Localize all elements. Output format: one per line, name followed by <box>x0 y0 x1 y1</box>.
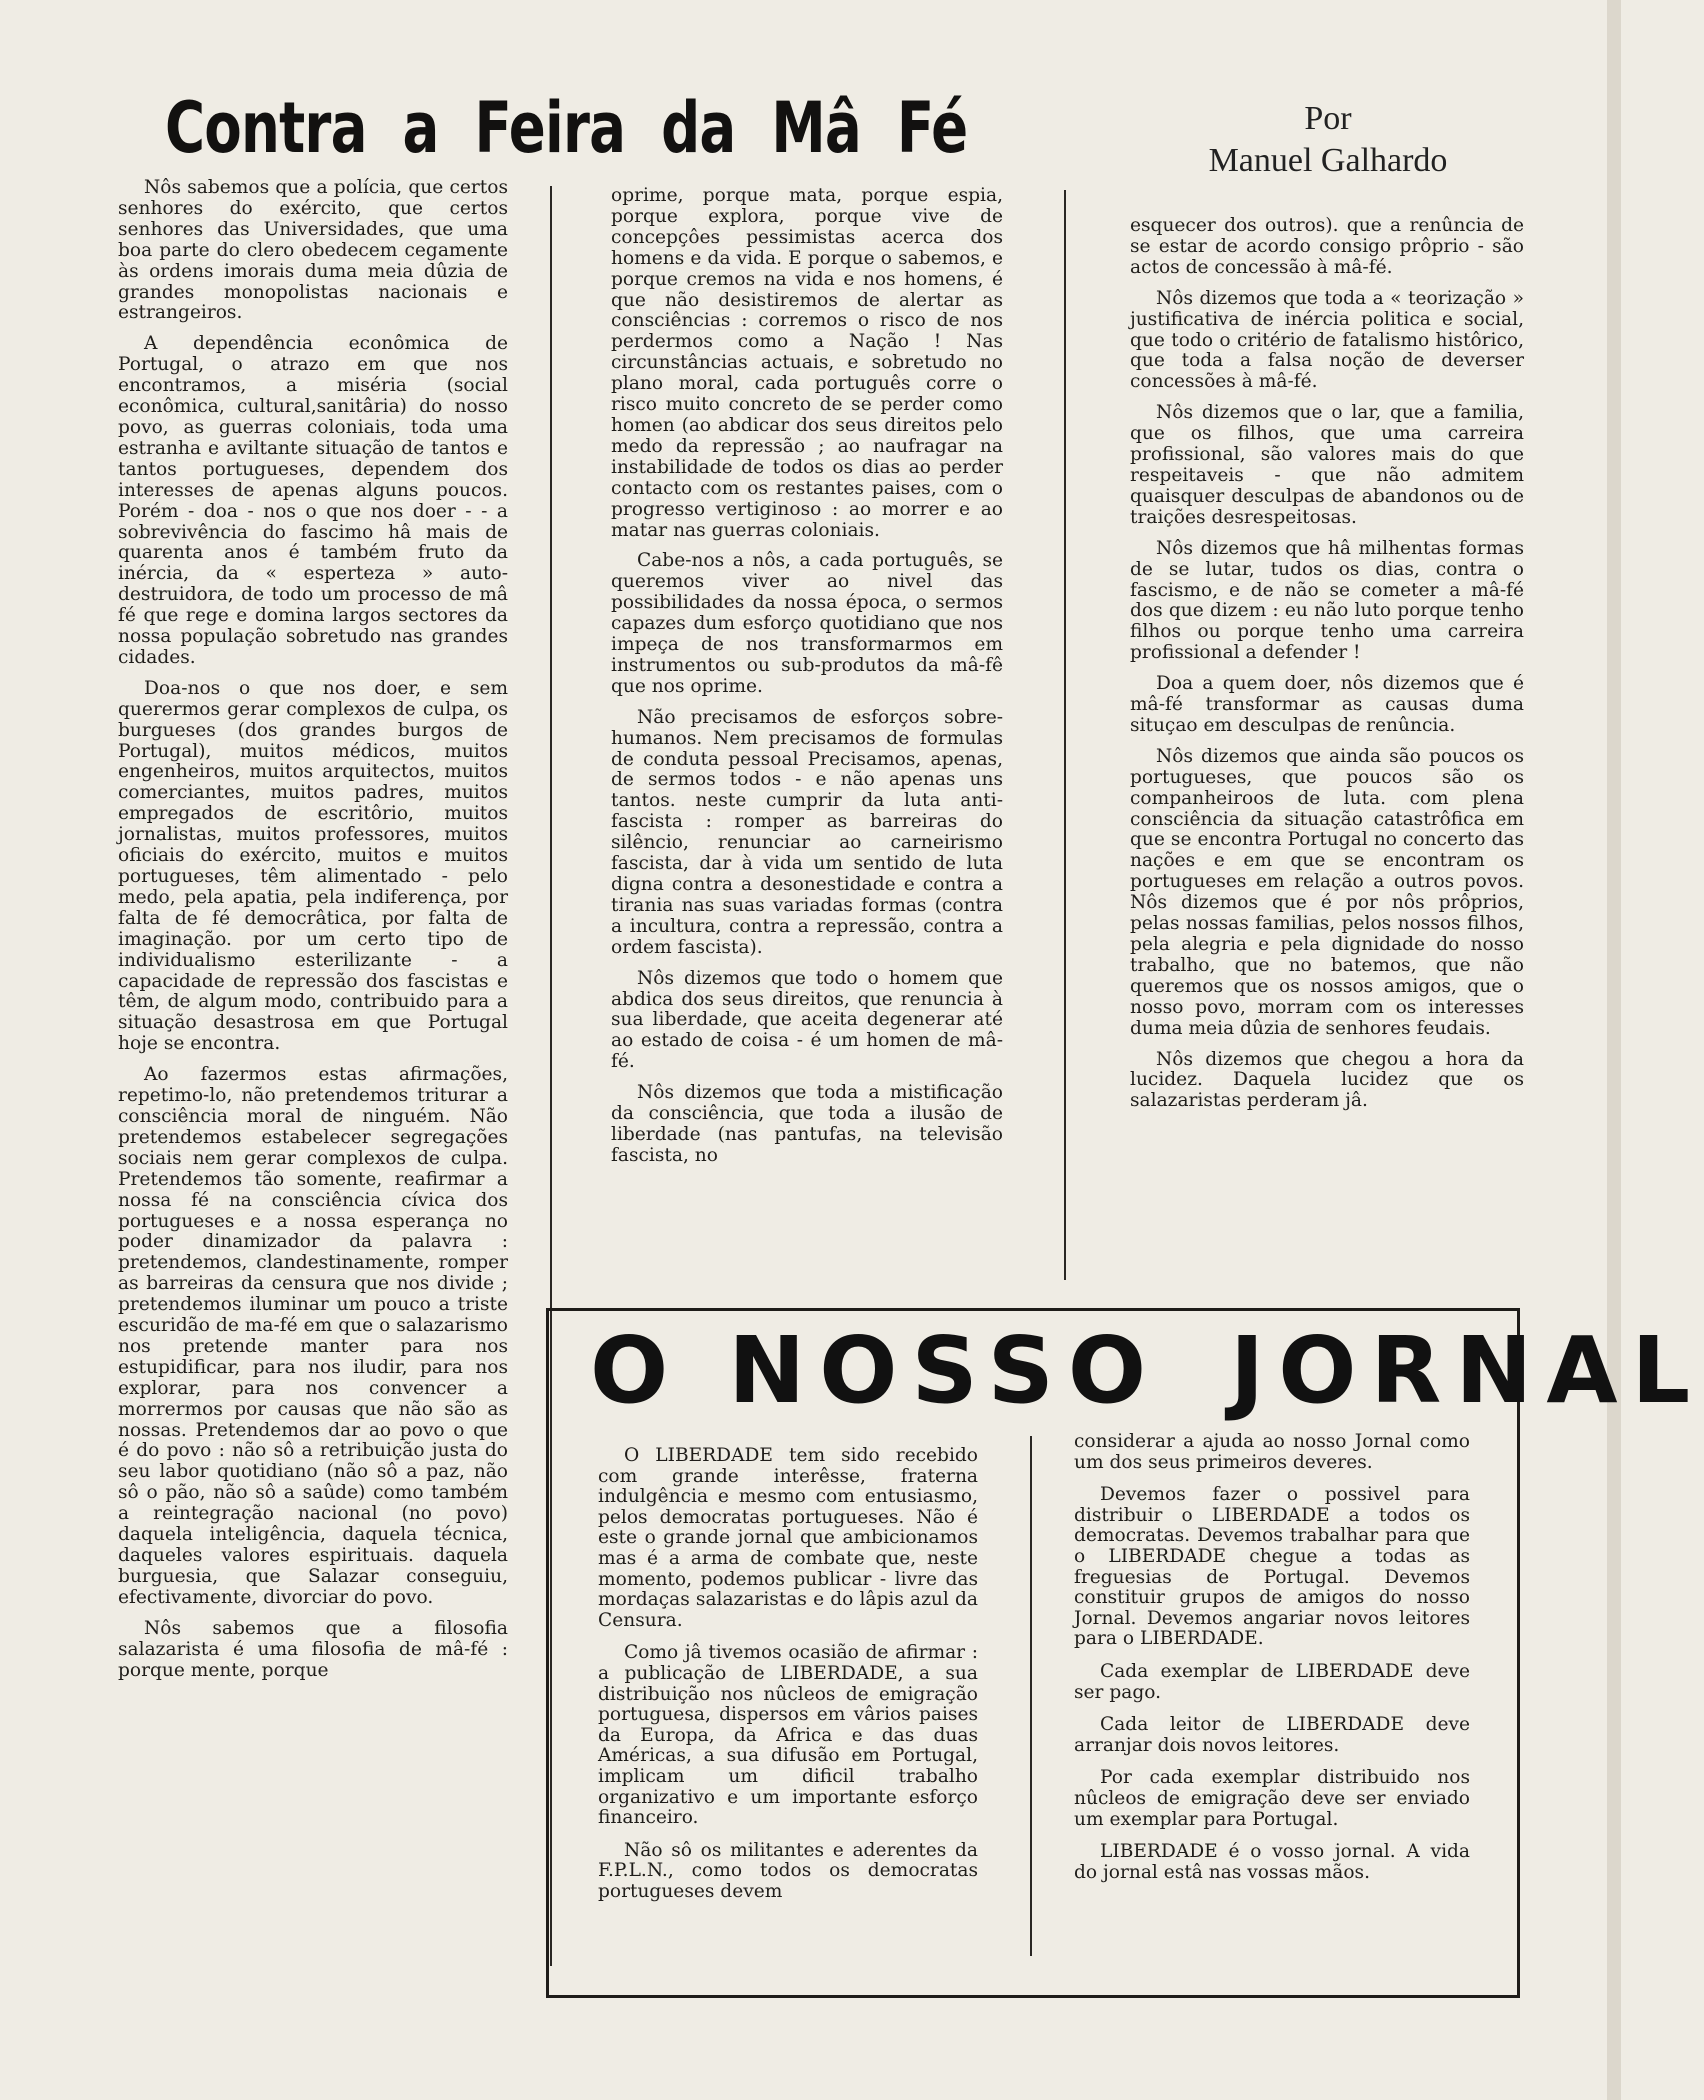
article-column-1 <box>118 178 508 1691</box>
headline-word: Feira <box>474 87 626 169</box>
paragraph: Nôs dizemos que toda a « teorização » justificativa de inércia politica e social, que todo o critério de fatalismo histôrico, que toda a falsa noção de deverser concessões à mâ-fé. <box>1130 287 1524 393</box>
paragraph: A dependência econômica de Portugal, o atrazo em que nos encontramos, a miséria (social econômica, cultural,sanitâria) do nosso povo, as guerras coloniais, toda uma estranha e aviltante situação de tantos e tantos portugueses, dependem dos interesses de apenas alguns poucos. Porém - doa - nos o que nos doer - - a sobrevivência do fascimo hâ mais de quarenta anos é também fruto da inércia, da « esperteza » auto-destruidora, de todo um processo de mâ fé que rege e domina largos sectores da nossa população sobretudo nas grandes cidades. <box>118 333 508 668</box>
article-column-3 <box>1130 216 1524 1122</box>
jornal-column-1 <box>598 1446 978 1914</box>
paragraph: Cabe-nos a nôs, a cada português, se queremos viver ao nivel das possibilidades da nossa época, o sermos capazes dum esforço quotidiano que nos impeça de nos transformarmos em instrumentos ou sub-produtos da mâ-fê que nos oprime. <box>611 550 1003 697</box>
paragraph: Doa-nos o que nos doer, e sem querermos gerar complexos de culpa, os burgueses (dos grandes burgos de Portugal), muitos médicos, muitos engenheiros, muitos arquitectos, muitos comerciantes, muitos padres, muitos empregados de escritôrio, muitos jornalistas, muitos professores, muitos oficiais do exército, muitos e muitos portugueses, têm alimentado - pelo medo, pela apatia, pela indiferença, por falta de fé democrâtica, por falta de imaginação. por um certo tipo de individualismo esterilizante - a capacidade de repressão dos fascistas e têm, de algum modo, contribuido para a situação desastrosa em que Portugal hoje se encontra. <box>118 677 508 1055</box>
paragraph: Ao fazermos estas afirmações, repetimo-lo, não pretendemos triturar a consciência moral de ninguém. Não pretendemos estabelecer segregações sociais nem gerar complexos de culpa. Pretendemos tão somente, reafirmar a nossa fé na consciência cívica dos portugueses e a nossa esperança no poder dinamizador da palavra : pretendemos, clandestinamente, romper as barreiras da censura que nos divide ; pretendemos iluminar um pouco a triste escuridão de ma-fé em que o salazarismo nos pretende manter para nos estupidificar, para nos iludir, para nos explorar, para nos convencer a morrermos por causas que não são as nossas. Pretendemos dar ao povo o que é do povo : não sô a retribuição justa do seu labor quotidiano (não sô a paz, não sô o pão, não sô a saûde) como também a reintegração nacional (no povo) daquela inteligência, daquela técnica, daqueles valores espirituais. daquela burguesia, que Salazar conseguiu, efectivamente, divorciar do povo. <box>118 1064 508 1608</box>
box-title-word: O NOSSO <box>590 1317 1161 1424</box>
byline <box>1148 98 1508 182</box>
column-divider <box>1030 1436 1032 1956</box>
paragraph: Nôs dizemos que todo o homem que abdica dos seus direitos, que renuncia à sua liberdade, que aceita degenerar até ao estado de coisa - é um homen de mâ-fé. <box>611 967 1003 1073</box>
paragraph: Nôs sabemos que a polícia, que certos senhores do exército, que certos senhores das Universidades, que uma boa parte do clero obedecem cegamente às ordens imorais duma meia dûzia de grandes monopolistas nacionais e estrangeiros. <box>118 177 508 324</box>
headline-word: da <box>661 87 736 169</box>
paragraph: esquecer dos outros). que a renûncia de se estar de acordo consigo prôprio - são actos de concessão à mâ-fé. <box>1130 215 1524 278</box>
paragraph: Nôs dizemos que ainda são poucos os portugueses, que poucos são os companheiroos de luta. com plena consciência da situação catastrôfica em que se encontra Portugal no concerto das nações e em que se encontram os portugueses em relação a outros povos. Nôs dizemos que é por nôs prôprios, pelas nossas familias, pelos nossos filhos, pela alegria e pela dignidade do nosso trabalho, que no batemos, que não queremos que os nossos amigos, que o nosso povo, morram com os interesses duma meia dûzia de senhores feudais. <box>1130 745 1524 1039</box>
article-headline <box>165 78 968 178</box>
paragraph: Nôs dizemos que chegou a hora da lucidez. Daquela lucidez que os salazaristas perderam jâ. <box>1130 1048 1524 1112</box>
paragraph: considerar a ajuda ao nosso Jornal como um dos seus primeiros deveres. <box>1074 1431 1470 1473</box>
paragraph: Doa a quem doer, nôs dizemos que é mâ-fé transformar as causas duma situçao em desculpas de renûncia. <box>1130 673 1524 736</box>
paragraph: Não precisamos de esforços sobre-humanos. Nem precisamos de formulas de conduta pessoal Precisamos, apenas, de sermos todos - e não apenas uns tantos. neste cumprir da luta anti-fascista : romper as barreiras do silêncio, renunciar ao carneirismo fascista, dar à vida um sentido de luta digna contra a desonestidade e contra a tirania nas suas variadas formas (contra a incultura, contra a repressão, contra a ordem fascista). <box>611 706 1003 958</box>
paragraph: O LIBERDADE tem sido recebido com grande interêsse, fraterna indulgência e mesmo com entusiasmo, pelos democratas portugueses. Não é este o grande jornal que ambicionamos mas é a arma de combate que, neste momento, podemos publicar - livre das mordaças salazaristas e do lâpis azul da Censura. <box>598 1445 978 1631</box>
article-column-2 <box>611 186 1003 1177</box>
box-title-word: JORNAL <box>1230 1317 1704 1424</box>
byline-by: Por <box>1304 100 1352 137</box>
headline-word: Mâ <box>771 87 861 169</box>
paragraph: Nôs sabemos que a filosofia salazarista é uma filosofia de mâ-fé : porque mente, porque <box>118 1617 508 1681</box>
paragraph: Nôs dizemos que o lar, que a familia, que os filhos, que uma carreira profissional, são valores mais do que respeitaveis - que não admitem quaisquer desculpas de abandonos ou de traições desrespeitosas. <box>1130 402 1524 528</box>
headline-word: Contra <box>165 87 367 169</box>
paragraph: Não sô os militantes e aderentes da F.P.L.N., como todos os democratas portugueses devem <box>598 1839 978 1902</box>
paragraph: Por cada exemplar distribuido nos nûcleos de emigração deve ser enviado um exemplar para Portugal. <box>1074 1767 1470 1830</box>
byline-author: Manuel Galhardo <box>1208 142 1448 179</box>
jornal-box-title <box>590 1316 1704 1426</box>
paragraph: Nôs dizemos que hâ milhentas formas de se lutar, tudos os dias, contra o fascismo, e de não se cometer a mâ-fé dos que dizem : eu não luto porque tenho filhos ou porque tenho uma carreira profissional a defender ! <box>1130 537 1524 664</box>
paragraph: Devemos fazer o possivel para distribuir o LIBERDADE a todos os democratas. Devemos trabalhar para que o LIBERDADE chegue a todas as freguesias de Portugal. Devemos constituir grupos de amigos do nosso Jornal. Devemos angariar novos leitores para o LIBERDADE. <box>1074 1484 1470 1650</box>
column-divider <box>1064 190 1066 1280</box>
paragraph: Cada leitor de LIBERDADE deve arranjar dois novos leitores. <box>1074 1714 1470 1756</box>
paragraph: Nôs dizemos que toda a mistificação da consciência, que toda a ilusão de liberdade (nas pantufas, na televisão fascista, no <box>611 1082 1003 1166</box>
headline-word: a <box>402 87 439 169</box>
headline-word: Fé <box>896 87 968 169</box>
paragraph: LIBERDADE é o vosso jornal. A vida do jornal estâ nas vossas mãos. <box>1074 1841 1470 1883</box>
paragraph: oprime, porque mata, porque espia, porque explora, porque vive de concepçôes pessimistas acerca dos homens e da vida. E porque o sabemos, e porque cremos na vida e nos homens, é que não desistiremos de alertar as consciências : corremos o risco de nos perdermos como a Nação ! Nas circunstâncias actuais, e sobretudo no plano moral, cada português corre o risco muito concreto de se perder como homen (ao abdicar dos seus direitos pelo medo da repressão ; ao naufragar na instabilidade de todos os dias ao perder contacto com os restantes paises, com o progresso vertiginoso : ao morrer e ao matar nas guerras coloniais. <box>611 185 1003 541</box>
jornal-column-2 <box>1074 1432 1470 1895</box>
paragraph: Cada exemplar de LIBERDADE deve ser pago. <box>1074 1660 1470 1703</box>
paragraph: Como jâ tivemos ocasião de afirmar : a publicação de LIBERDADE, a sua distribuição nos nûcleos de emigração portuguesa, dispersos em vârios paises da Europa, da Africa e das duas Américas, a sua difusão em Portugal, implicam um dificil trabalho organizativo e um importante esforço financeiro. <box>598 1642 978 1829</box>
page-edge <box>1607 0 1621 2100</box>
